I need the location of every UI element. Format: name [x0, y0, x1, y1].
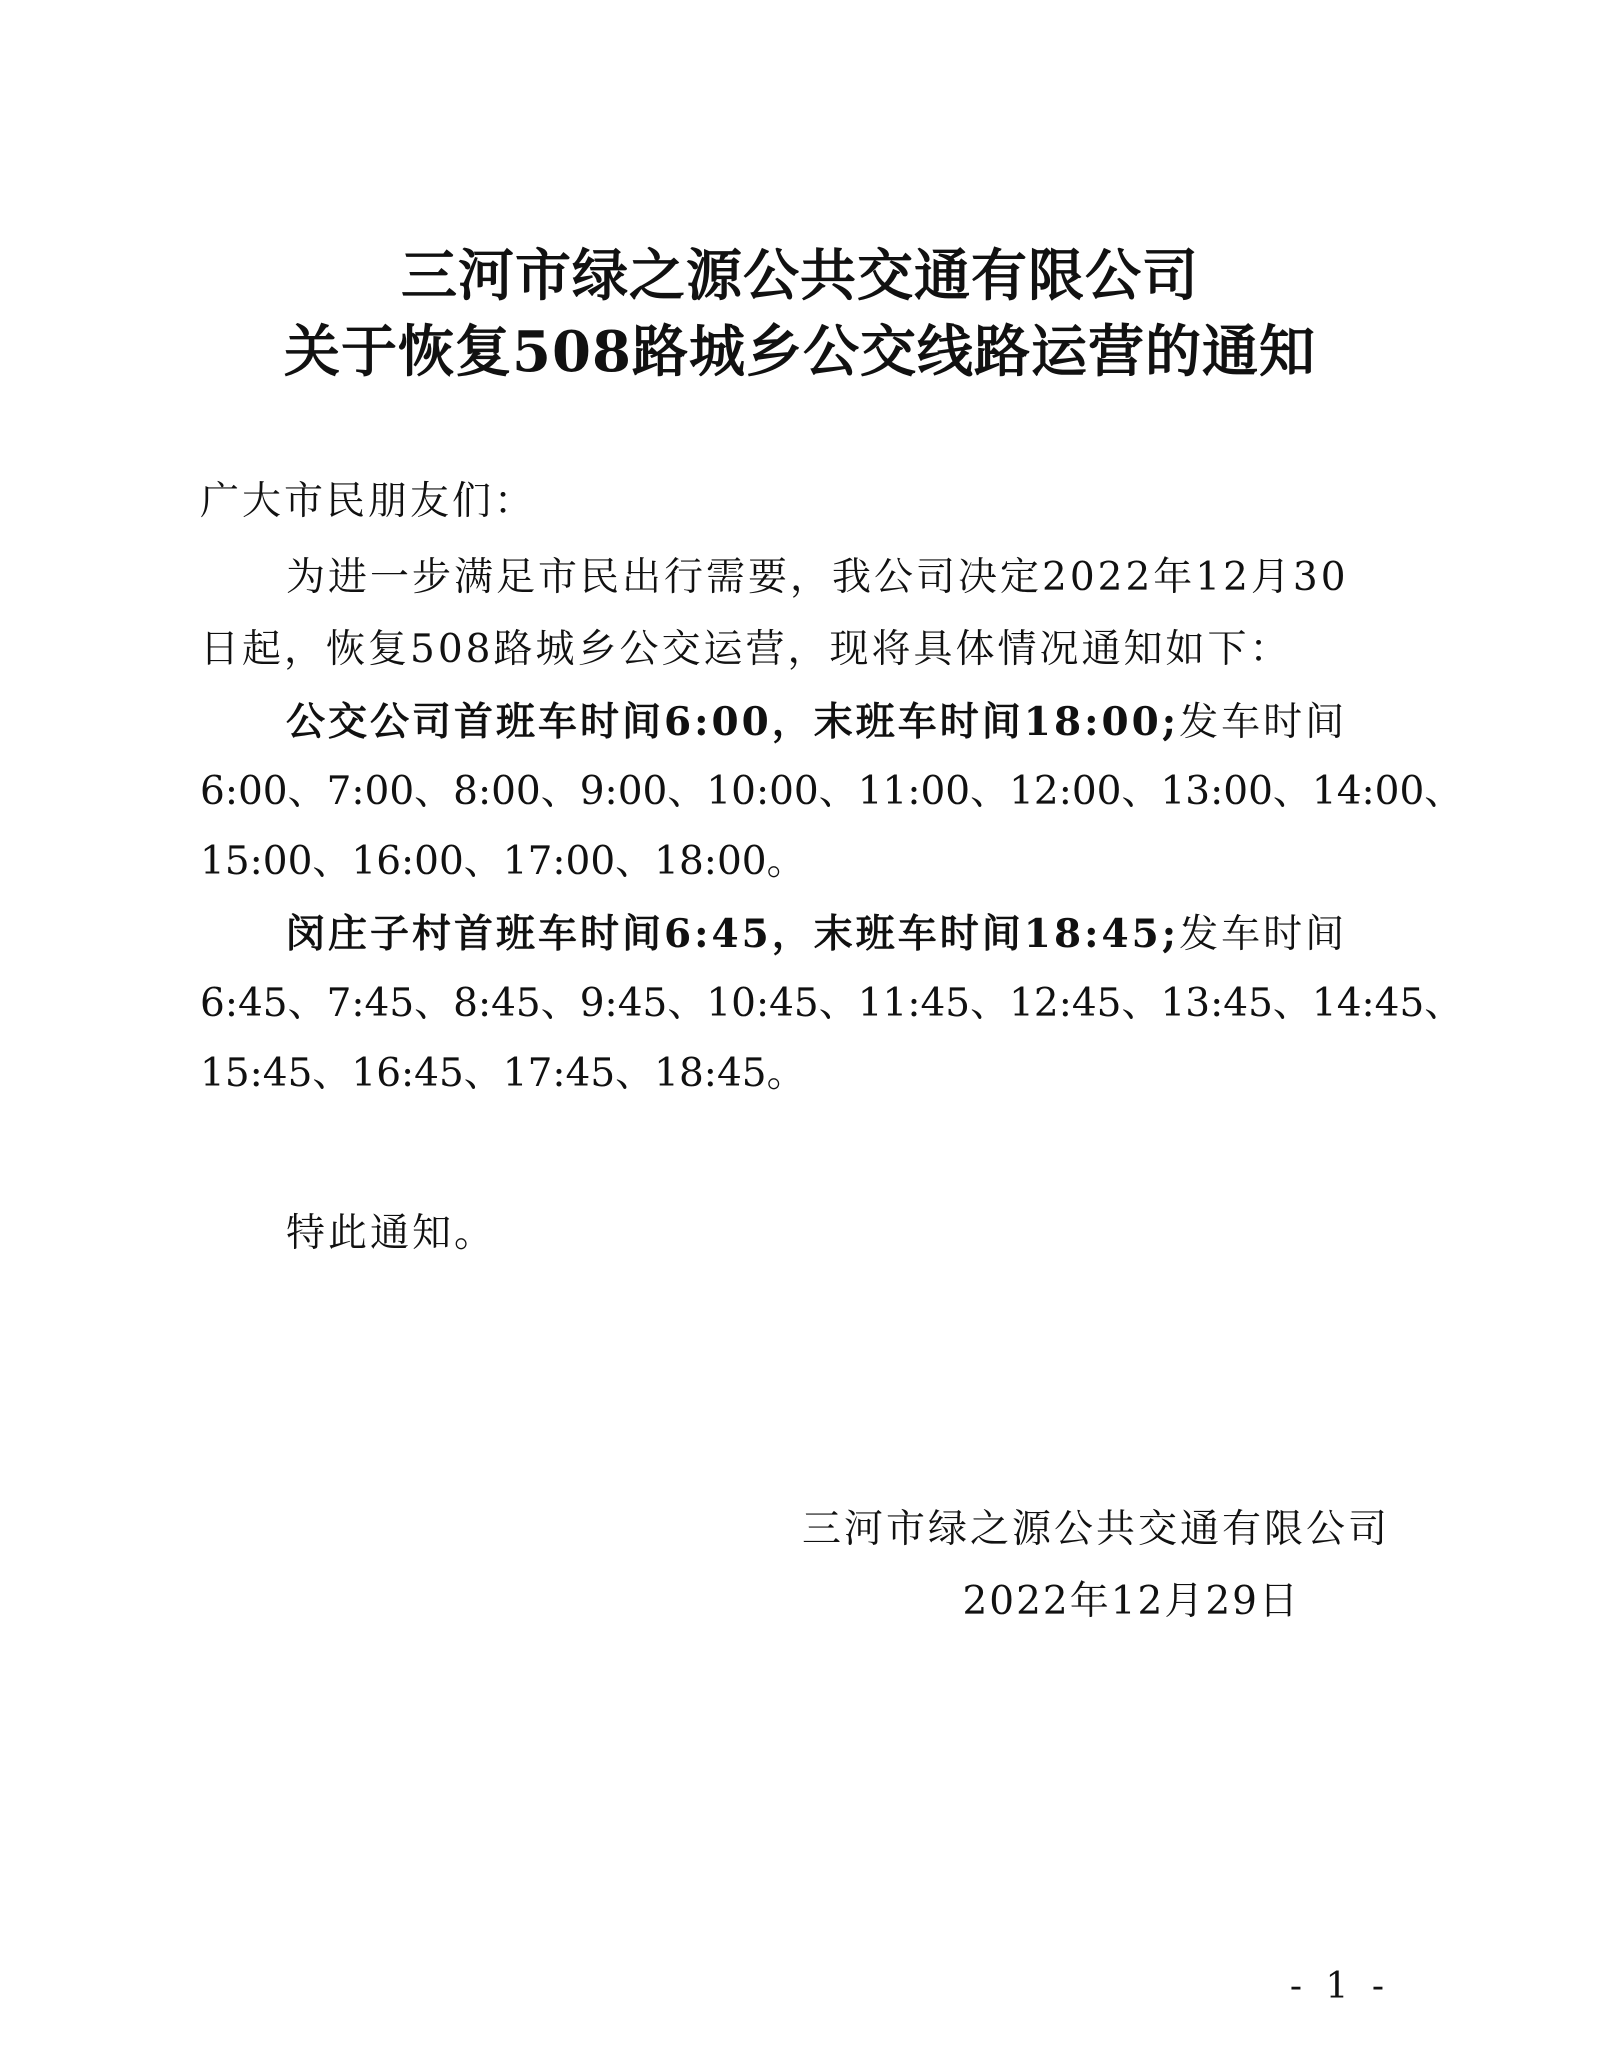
salutation: 广大市民朋友们：	[200, 479, 537, 524]
paragraph-2-line-1	[286, 686, 1476, 759]
paragraph-3-line-3: 15:45、16:45、17:45、18:45。	[200, 1051, 806, 1096]
paragraph-3-line-2: 6:45、7:45、8:45、9:45、10:45、11:45、12:45、13:45、14:45、	[200, 981, 1464, 1026]
paragraph-1-line-1: 为进一步满足市民出行需要，我公司决定2022年12月30	[286, 555, 1349, 600]
village-schedule-summary: 闵庄子村首班车时间6:45，末班车时间18:45;	[286, 911, 1180, 957]
notice-title-line-2: 关于恢复508路城乡公交线路运营的通知	[284, 319, 1316, 385]
closing-remark: 特此通知。	[286, 1211, 497, 1256]
paragraph-2-line-2: 6:00、7:00、8:00、9:00、10:00、11:00、12:00、13:00、14:00、	[200, 769, 1464, 814]
departure-times-label: 发车时间	[1179, 912, 1348, 957]
notice-title-line-1: 三河市绿之源公共交通有限公司	[401, 243, 1199, 309]
departure-times-label: 发车时间	[1179, 700, 1348, 745]
paragraph-3-line-1	[286, 898, 1476, 971]
page-number: - 1 -	[1289, 1966, 1390, 2007]
signature-organization: 三河市绿之源公共交通有限公司	[801, 1507, 1390, 1552]
signature-date: 2022年12月29日	[962, 1579, 1300, 1624]
paragraph-2-line-3: 15:00、16:00、17:00、18:00。	[200, 839, 806, 884]
depot-schedule-summary: 公交公司首班车时间6:00，末班车时间18:00;	[286, 699, 1180, 745]
paragraph-1-line-2: 日起，恢复508路城乡公交运营，现将具体情况通知如下：	[200, 627, 1292, 672]
